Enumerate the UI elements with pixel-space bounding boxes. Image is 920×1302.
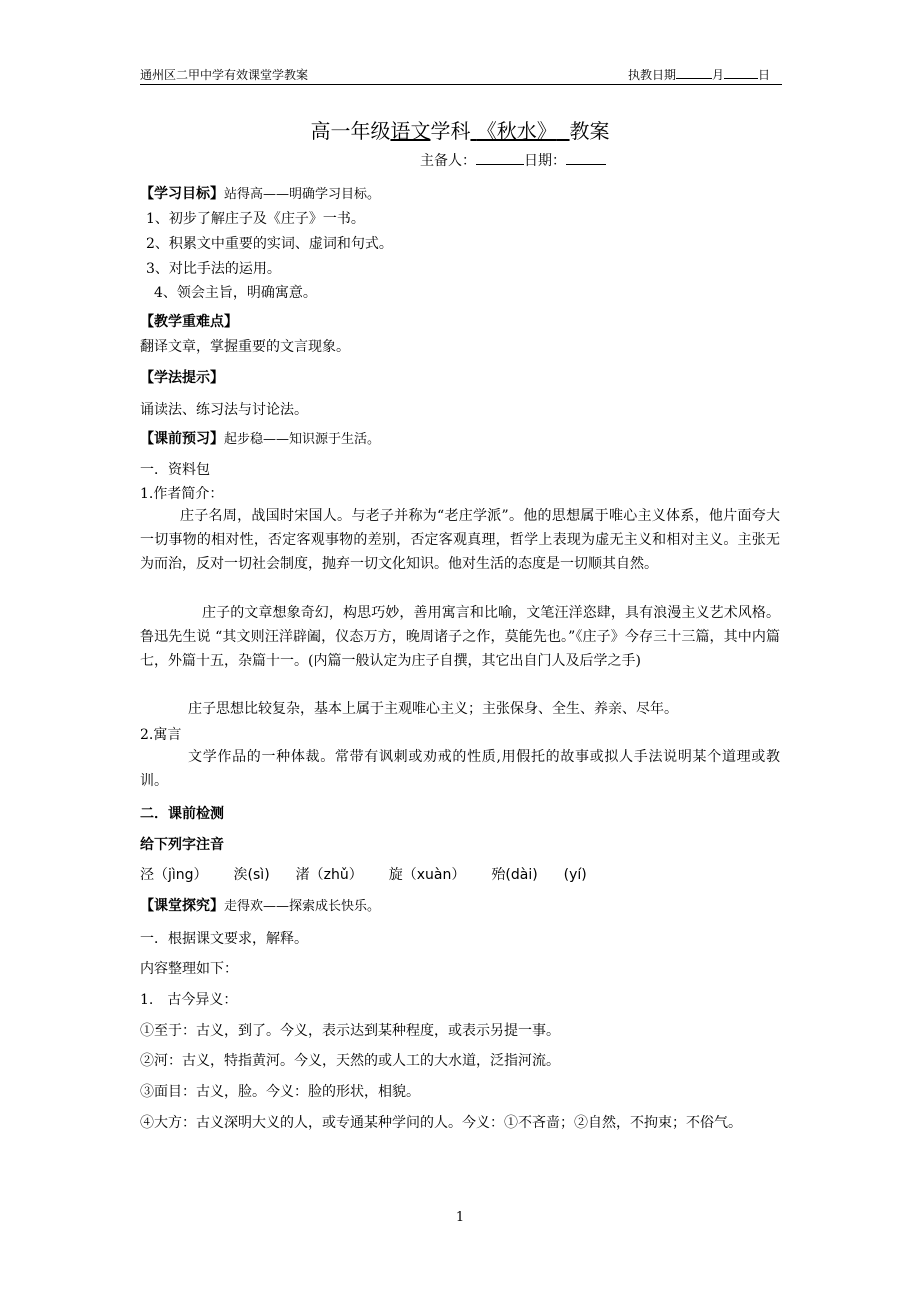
meaning-item: ③面目：古义，脸。今义：脸的形状，相貌。 — [140, 1084, 420, 1100]
pinyin-item: 涘(sì) — [233, 867, 270, 883]
fable-label: 2.寓言 — [140, 727, 182, 743]
pinyin-list — [140, 864, 613, 884]
blank-line — [476, 152, 524, 165]
subject: 语文 — [390, 119, 431, 143]
pinyin-item: (yí) — [563, 867, 587, 883]
fable-paragraph: 文学作品的一种体裁。常带有讽刺或劝戒的性质,用假托的故事或拟人手法说明某个道理或教训。 — [140, 749, 780, 789]
check-subheading: 给下列字注音 — [140, 837, 224, 853]
pinyin-item: 旋（xuàn） — [388, 867, 466, 883]
pinyin-item: 泾（jìng） — [140, 867, 208, 883]
page-number: 1 — [455, 1210, 465, 1225]
author-line: 主备人： 日期： — [420, 150, 606, 170]
blank-line — [724, 66, 758, 79]
objective-item: 1、初步了解庄子及《庄子》一书。 — [146, 211, 365, 227]
pinyin-item: 渚（zhǔ） — [295, 867, 363, 883]
pinyin-item: 殆(dài) — [491, 867, 538, 883]
thought-paragraph: 庄子思想比较复杂，基本上属于主观唯心主义；主张保身、全生、养亲、尽年。 — [188, 701, 678, 717]
explore-heading: 【课堂探究】走得欢——探索成长快乐。 — [140, 898, 381, 914]
school-name: 通州区二甲中学有效课堂学教案 — [140, 68, 309, 82]
blank-line — [566, 152, 606, 165]
lesson-name: 《秋水》 — [476, 119, 557, 143]
key-points-text: 翻译文章，掌握重要的文言现象。 — [140, 339, 350, 355]
preview-heading: 【课前预习】起步稳——知识源于生活。 — [140, 431, 381, 447]
section-title: 一．根据课文要求，解释。 — [140, 931, 308, 947]
summary-label: 内容整理如下： — [140, 961, 238, 977]
methods-heading: 【学法提示】 — [140, 370, 224, 386]
objective-item: 3、对比手法的运用。 — [146, 261, 281, 277]
meaning-item: ②河：古义，特指黄河。今义，天然的或人工的大水道，泛指河流。 — [140, 1053, 560, 1069]
methods-text: 诵读法、练习法与讨论法。 — [140, 402, 308, 418]
meaning-item: ④大方：古义深明大义的人，或专通某种学问的人。今义：①不吝啬；②自然，不拘束；不俗气。 — [140, 1115, 742, 1131]
section-title: 一．资料包 — [140, 462, 210, 478]
blank-line — [676, 66, 712, 79]
objective-item: 4、领会主旨，明确寓意。 — [154, 285, 317, 301]
subsection-title: 1. 古今异义： — [140, 992, 238, 1008]
page-header — [140, 66, 782, 85]
key-points-heading: 【教学重难点】 — [140, 314, 238, 330]
objectives-heading: 【学习目标】站得高——明确学习目标。 — [140, 186, 381, 202]
check-heading: 二．课前检测 — [140, 806, 224, 822]
teaching-date: 执教日期 月 日 — [627, 68, 770, 82]
meaning-item: ①至于：古义，到了。今义，表示达到某种程度，或表示另提一事。 — [140, 1023, 560, 1039]
style-paragraph: 庄子的文章想象奇幻，构思巧妙，善用寓言和比喻，文笔汪洋恣肆，具有浪漫主义艺术风格。鲁迅先生说 “其文则汪洋辟阖，仪态万方，晚周诸子之作，莫能先也。”《庄子》今存三十三篇，其中内篇七，外篇十五，杂篇十一。(内篇一般认定为庄子自撰，其它出自门人及后学之手) — [140, 605, 780, 669]
page-title: 高一年级语文学科 《秋水》 教案 — [310, 119, 610, 143]
author-intro-label: 1.作者简介： — [140, 486, 224, 502]
objective-item: 2、积累文中重要的实词、虚词和句式。 — [146, 236, 393, 252]
author-intro-paragraph: 庄子名周，战国时宋国人。与老子并称为“老庄学派”。他的思想属于唯心主义体系，他片面夸大一切事物的相对性，否定客观事物的差别，否定客观真理，哲学上表现为虚无主义和相对主义。主张无为而治，反对一切社会制度，抛弃一切文化知识。他对生活的态度是一切顺其自然。 — [140, 508, 780, 572]
